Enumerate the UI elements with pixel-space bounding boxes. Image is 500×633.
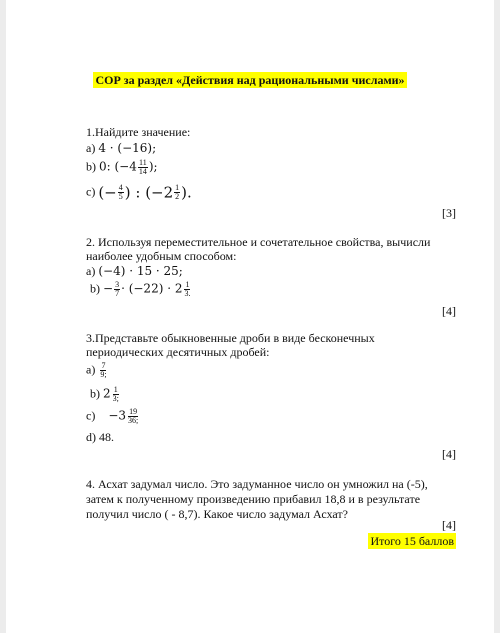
- worksheet-title: СОР за раздел «Действия над рациональными числами»: [95, 73, 405, 87]
- q2b-num2: 1: [185, 280, 190, 289]
- q1b-fraction: [138, 159, 148, 176]
- worksheet-page: [6, 0, 494, 633]
- total-block: [368, 532, 456, 550]
- q3d-expr: 48.: [99, 430, 114, 444]
- q1-heading: 1.Найдите значение:: [86, 125, 191, 139]
- q2b-fraction-1: [114, 281, 120, 298]
- q4-line3: получил число ( - 8,7). Какое число задумал Асхат?: [86, 507, 349, 521]
- q3c-label: c): [86, 408, 96, 423]
- title-block: [6, 71, 494, 89]
- q1b-pre: 0: (−4: [99, 159, 137, 174]
- q2b-num1: 3: [115, 280, 120, 289]
- q3-item-c: [86, 408, 140, 425]
- q1c-fraction-1: [118, 184, 124, 201]
- q2b-mid: · (−22) · 2: [121, 281, 183, 296]
- q3d-label: d): [86, 430, 96, 444]
- q1c-num2: 1: [175, 183, 180, 192]
- q1c-open: (−: [98, 183, 117, 202]
- q3a-den: 9;: [100, 370, 107, 379]
- q1a-label: a): [86, 141, 96, 155]
- q2a-label: a): [86, 264, 96, 278]
- q3c-whole: −3: [108, 408, 127, 423]
- q3-item-a: [86, 362, 109, 379]
- q3-heading-line2: периодических десятичных дробей:: [86, 345, 270, 359]
- q4-line1: 4. Асхат задумал число. Это задуманное число он умножил на (-5),: [86, 477, 428, 491]
- q1-item-a: [86, 141, 156, 155]
- q3-item-d: [86, 430, 114, 444]
- q4-points: [4]: [442, 518, 456, 532]
- q1-item-b: [86, 159, 158, 176]
- q1b-den: 14: [138, 167, 147, 176]
- q3-item-b: [90, 386, 121, 403]
- q2-heading-line2: наиболее удобным способом:: [86, 249, 237, 263]
- q1c-close: ).: [181, 183, 192, 202]
- q4-line2: затем к полученному произведению прибавил 18,8 и в результате: [86, 492, 421, 506]
- q1b-post: );: [148, 159, 158, 174]
- q3c-den: 36;: [128, 416, 139, 425]
- q2b-pre: −: [103, 281, 114, 296]
- q2-item-b: [90, 281, 192, 298]
- q3b-fraction: [112, 386, 120, 403]
- q3b-label: b): [90, 386, 100, 401]
- q2b-den1: 7: [115, 289, 120, 298]
- q1c-fraction-2: [174, 184, 180, 201]
- q1c-num1: 4: [118, 183, 123, 192]
- q3c-num: 19: [129, 407, 138, 416]
- q2b-den2: 3.: [184, 289, 191, 298]
- q3-heading-line1: 3.Представьте обыкновенные дроби в виде бесконечных: [86, 331, 375, 345]
- q3a-label: a): [86, 362, 96, 377]
- total-score: Итого 15 баллов: [370, 534, 454, 548]
- q1b-num: 11: [139, 158, 147, 167]
- q2b-label: b): [90, 281, 100, 296]
- q1-item-c: [86, 184, 192, 201]
- q1b-label: b): [86, 159, 96, 174]
- q1c-den2: 2: [175, 192, 180, 201]
- q1c-label: c): [86, 184, 96, 199]
- q3a-fraction: [99, 362, 107, 379]
- q1c-den1: 5: [118, 192, 123, 201]
- q2-heading-line1: 2. Используя переместительное и сочетательное свойства, вычисли: [86, 235, 431, 249]
- q3c-fraction: [127, 408, 139, 425]
- q1c-mid: ) : (−2: [124, 183, 174, 202]
- q2a-expr: (−4) · 15 · 25;: [98, 264, 183, 278]
- q3b-den: 3;: [112, 394, 119, 403]
- q2b-fraction-2: [183, 281, 191, 298]
- q3b-num: 1: [113, 385, 118, 394]
- q3b-whole: 2: [103, 386, 111, 401]
- q2-points: [4]: [442, 304, 456, 318]
- q3a-num: 7: [101, 361, 106, 370]
- q1-points: [3]: [442, 206, 456, 220]
- q2-item-a: [86, 264, 183, 278]
- q1a-expr: 4 · (−16);: [98, 141, 157, 155]
- q3-points: [4]: [442, 447, 456, 461]
